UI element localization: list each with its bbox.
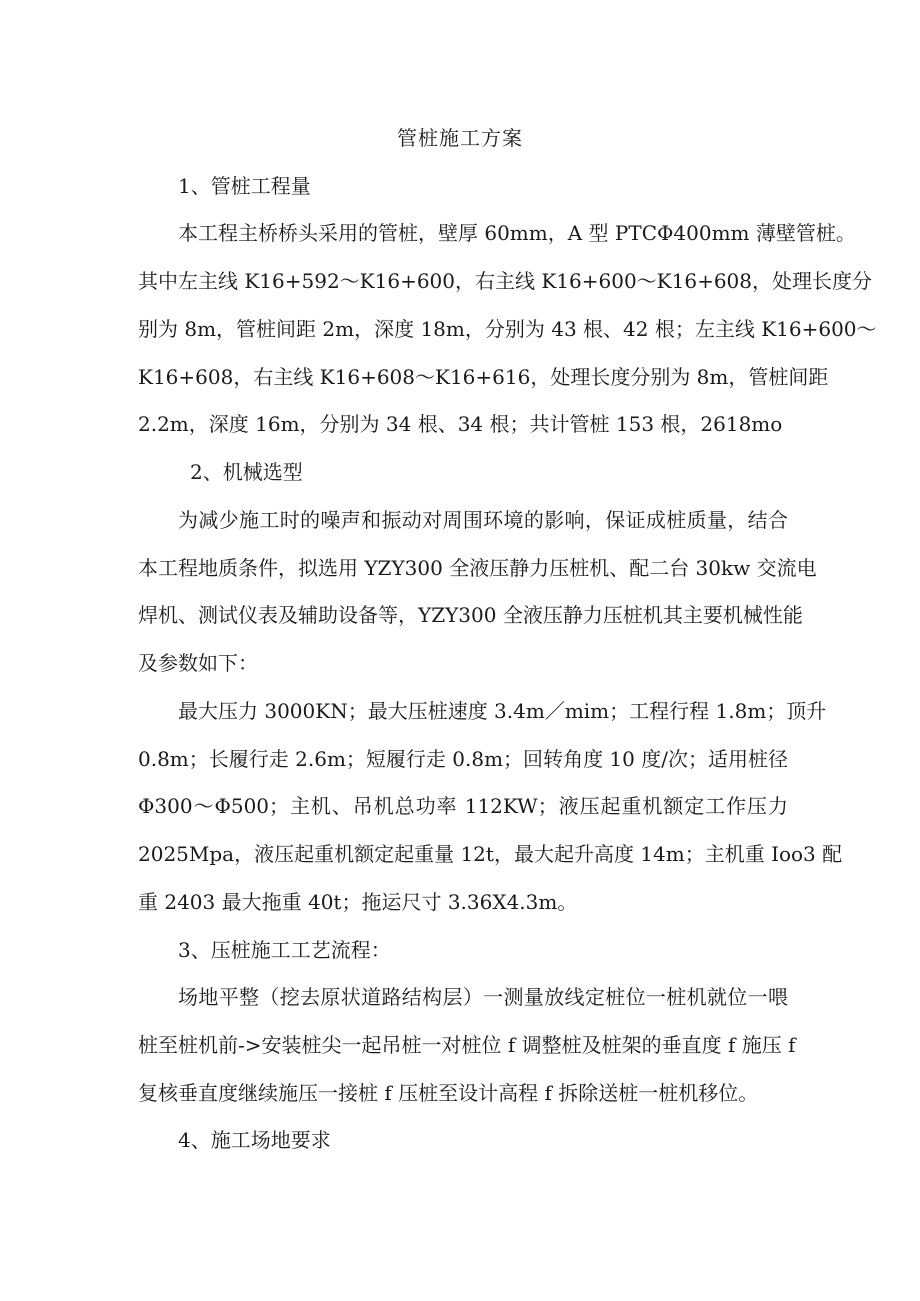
paragraph-line: 桩至桩机前->安装桩尖一起吊桩一对桩位 f 调整桩及桩架的垂直度 f 施压 f <box>138 1033 796 1057</box>
paragraph-line: K16+608，右主线 K16+608～K16+616，处理长度分别为 8m，管桩间距 <box>138 365 829 389</box>
section-heading: 2、机械选型 <box>190 460 303 484</box>
paragraph-line: 2025Mpa，液压起重机额定起重量 12t，最大起升高度 14m；主机重 Ioo3 配 <box>138 842 843 866</box>
paragraph-line: 本工程地质条件，拟选用 YZY300 全液压静力压桩机、配二台 30kw 交流电 <box>138 556 817 580</box>
paragraph-line: 2.2m，深度 16m，分别为 34 根、34 根；共计管桩 153 根，2618mo <box>138 412 783 436</box>
paragraph-line: 为减少施工时的噪声和振动对周围环境的影响，保证成桩质量，结合 <box>178 508 788 532</box>
paragraph-line: 本工程主桥桥头采用的管桩，壁厚 60mm，A 型 PTCΦ400mm 薄壁管桩。 <box>178 221 856 245</box>
section-heading: 1、管桩工程量 <box>178 174 311 198</box>
document-title: 管桩施工方案 <box>397 126 523 150</box>
paragraph-line: 最大压力 3000KN；最大压桩速度 3.4m／mim；工程行程 1.8m；顶升 <box>178 699 827 723</box>
section-heading: 4、施工场地要求 <box>178 1128 331 1152</box>
paragraph-line: 场地平整（挖去原状道路结构层）一测量放线定桩位一桩机就位一喂 <box>178 985 788 1009</box>
paragraph-line: 及参数如下： <box>138 651 258 675</box>
paragraph-line: 别为 8m，管桩间距 2m，深度 18m，分别为 43 根、42 根；左主线 K16+600～ <box>138 317 877 341</box>
paragraph-line: 其中左主线 K16+592～K16+600，右主线 K16+600～K16+608，处理长度分 <box>138 269 873 293</box>
section-heading: 3、压桩施工工艺流程： <box>178 938 391 962</box>
paragraph-line: Φ300～Φ500；主机、吊机总功率 112KW；液压起重机额定工作压力 <box>138 794 788 818</box>
paragraph-line: 焊机、测试仪表及辅助设备等，YZY300 全液压静力压桩机其主要机械性能 <box>138 603 803 627</box>
paragraph-line: 复核垂直度继续施压一接桩 f 压桩至设计高程 f 拆除送桩一桩机移位。 <box>138 1081 759 1105</box>
paragraph-line: 重 2403 最大拖重 40t；拖运尺寸 3.36X4.3m。 <box>138 890 578 914</box>
paragraph-line: 0.8m；长履行走 2.6m；短履行走 0.8m；回转角度 10 度/次；适用桩径 <box>138 747 788 771</box>
